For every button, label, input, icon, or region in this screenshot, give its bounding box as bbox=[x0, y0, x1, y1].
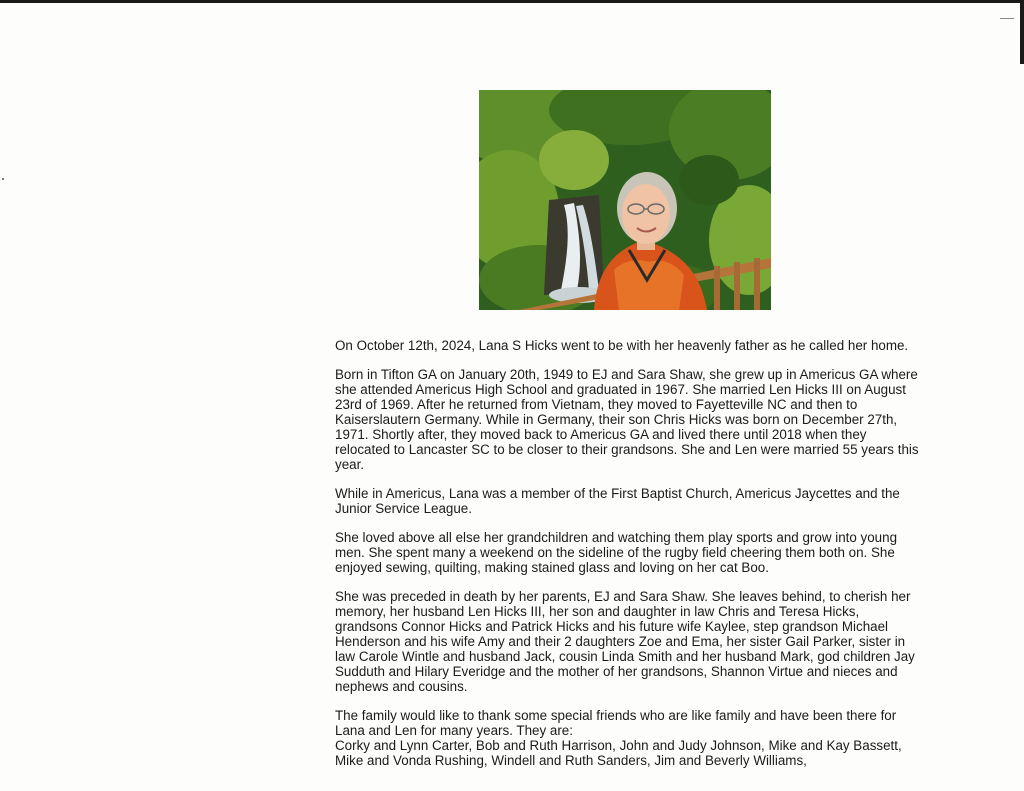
obituary-paragraph: She loved above all else her grandchildren and watching them play sports and grow into young men. She spent many a weekend on the sideline of the rugby field cheering them both on. She enjoyed sewing, quilting, making stained glass and loving on her cat Boo. bbox=[335, 530, 898, 575]
scan-speck bbox=[2, 178, 4, 180]
obituary-paragraph: On October 12th, 2024, Lana S Hicks went to be with her heavenly father as he called her home. bbox=[335, 338, 909, 353]
obituary-paragraph: While in Americus, Lana was a member of the First Baptist Church, Americus Jaycettes and the Junior Service League. bbox=[335, 486, 900, 516]
scan-right-edge bbox=[1020, 0, 1024, 64]
friends-list: Corky and Lynn Carter, Bob and Ruth Harrison, John and Judy Johnson, Mike and Kay Bassett, Mike and Vonda Rushing, Windell and Ruth Sanders, Jim and Beverly Williams, bbox=[335, 738, 902, 768]
obituary-paragraph: She was preceded in death by her parents, EJ and Sara Shaw. She leaves behind, to cherish her memory, her husband Len Hicks III, her son and daughter in law Chris and Teresa Hicks, grandsons Connor Hicks and Patrick Hicks and his future wife Kaylee, step grandson Michael Henderson and his wife Amy and their 2 daughters Zoe and Ema, her sister Gail Parker, sister in law Carole Wintle and husband Jack, cousin Linda Smith and her husband Mark, god children Jay Sudduth and Hilary Everidge and the mother of her grandsons, Shannon Virtue and nieces and nephews and cousins. bbox=[335, 589, 915, 694]
portrait-photo bbox=[479, 90, 771, 310]
obituary-paragraph: The family would like to thank some special friends who are like family and have been there for Lana and Len for many years. They are: bbox=[335, 708, 897, 738]
scan-edge-mark bbox=[1000, 18, 1014, 19]
obituary-text bbox=[335, 338, 925, 768]
obituary-paragraph: Born in Tifton GA on January 20th, 1949 to EJ and Sara Shaw, she grew up in Americus GA where she attended Americus High School and graduated in 1967. She married Len Hicks III on August 23rd of 1969. After he returned from Vietnam, they moved to Fayetteville NC and then to Kaiserslautern Germany. While in Germany, their son Chris Hicks was born on December 27th, 1971. Shortly after, they moved back to Americus GA and lived there until 2018 when they relocated to Lancaster SC to be closer to their grandsons. She and Len were married 55 years this year. bbox=[335, 367, 919, 472]
scan-top-edge bbox=[0, 0, 1024, 3]
